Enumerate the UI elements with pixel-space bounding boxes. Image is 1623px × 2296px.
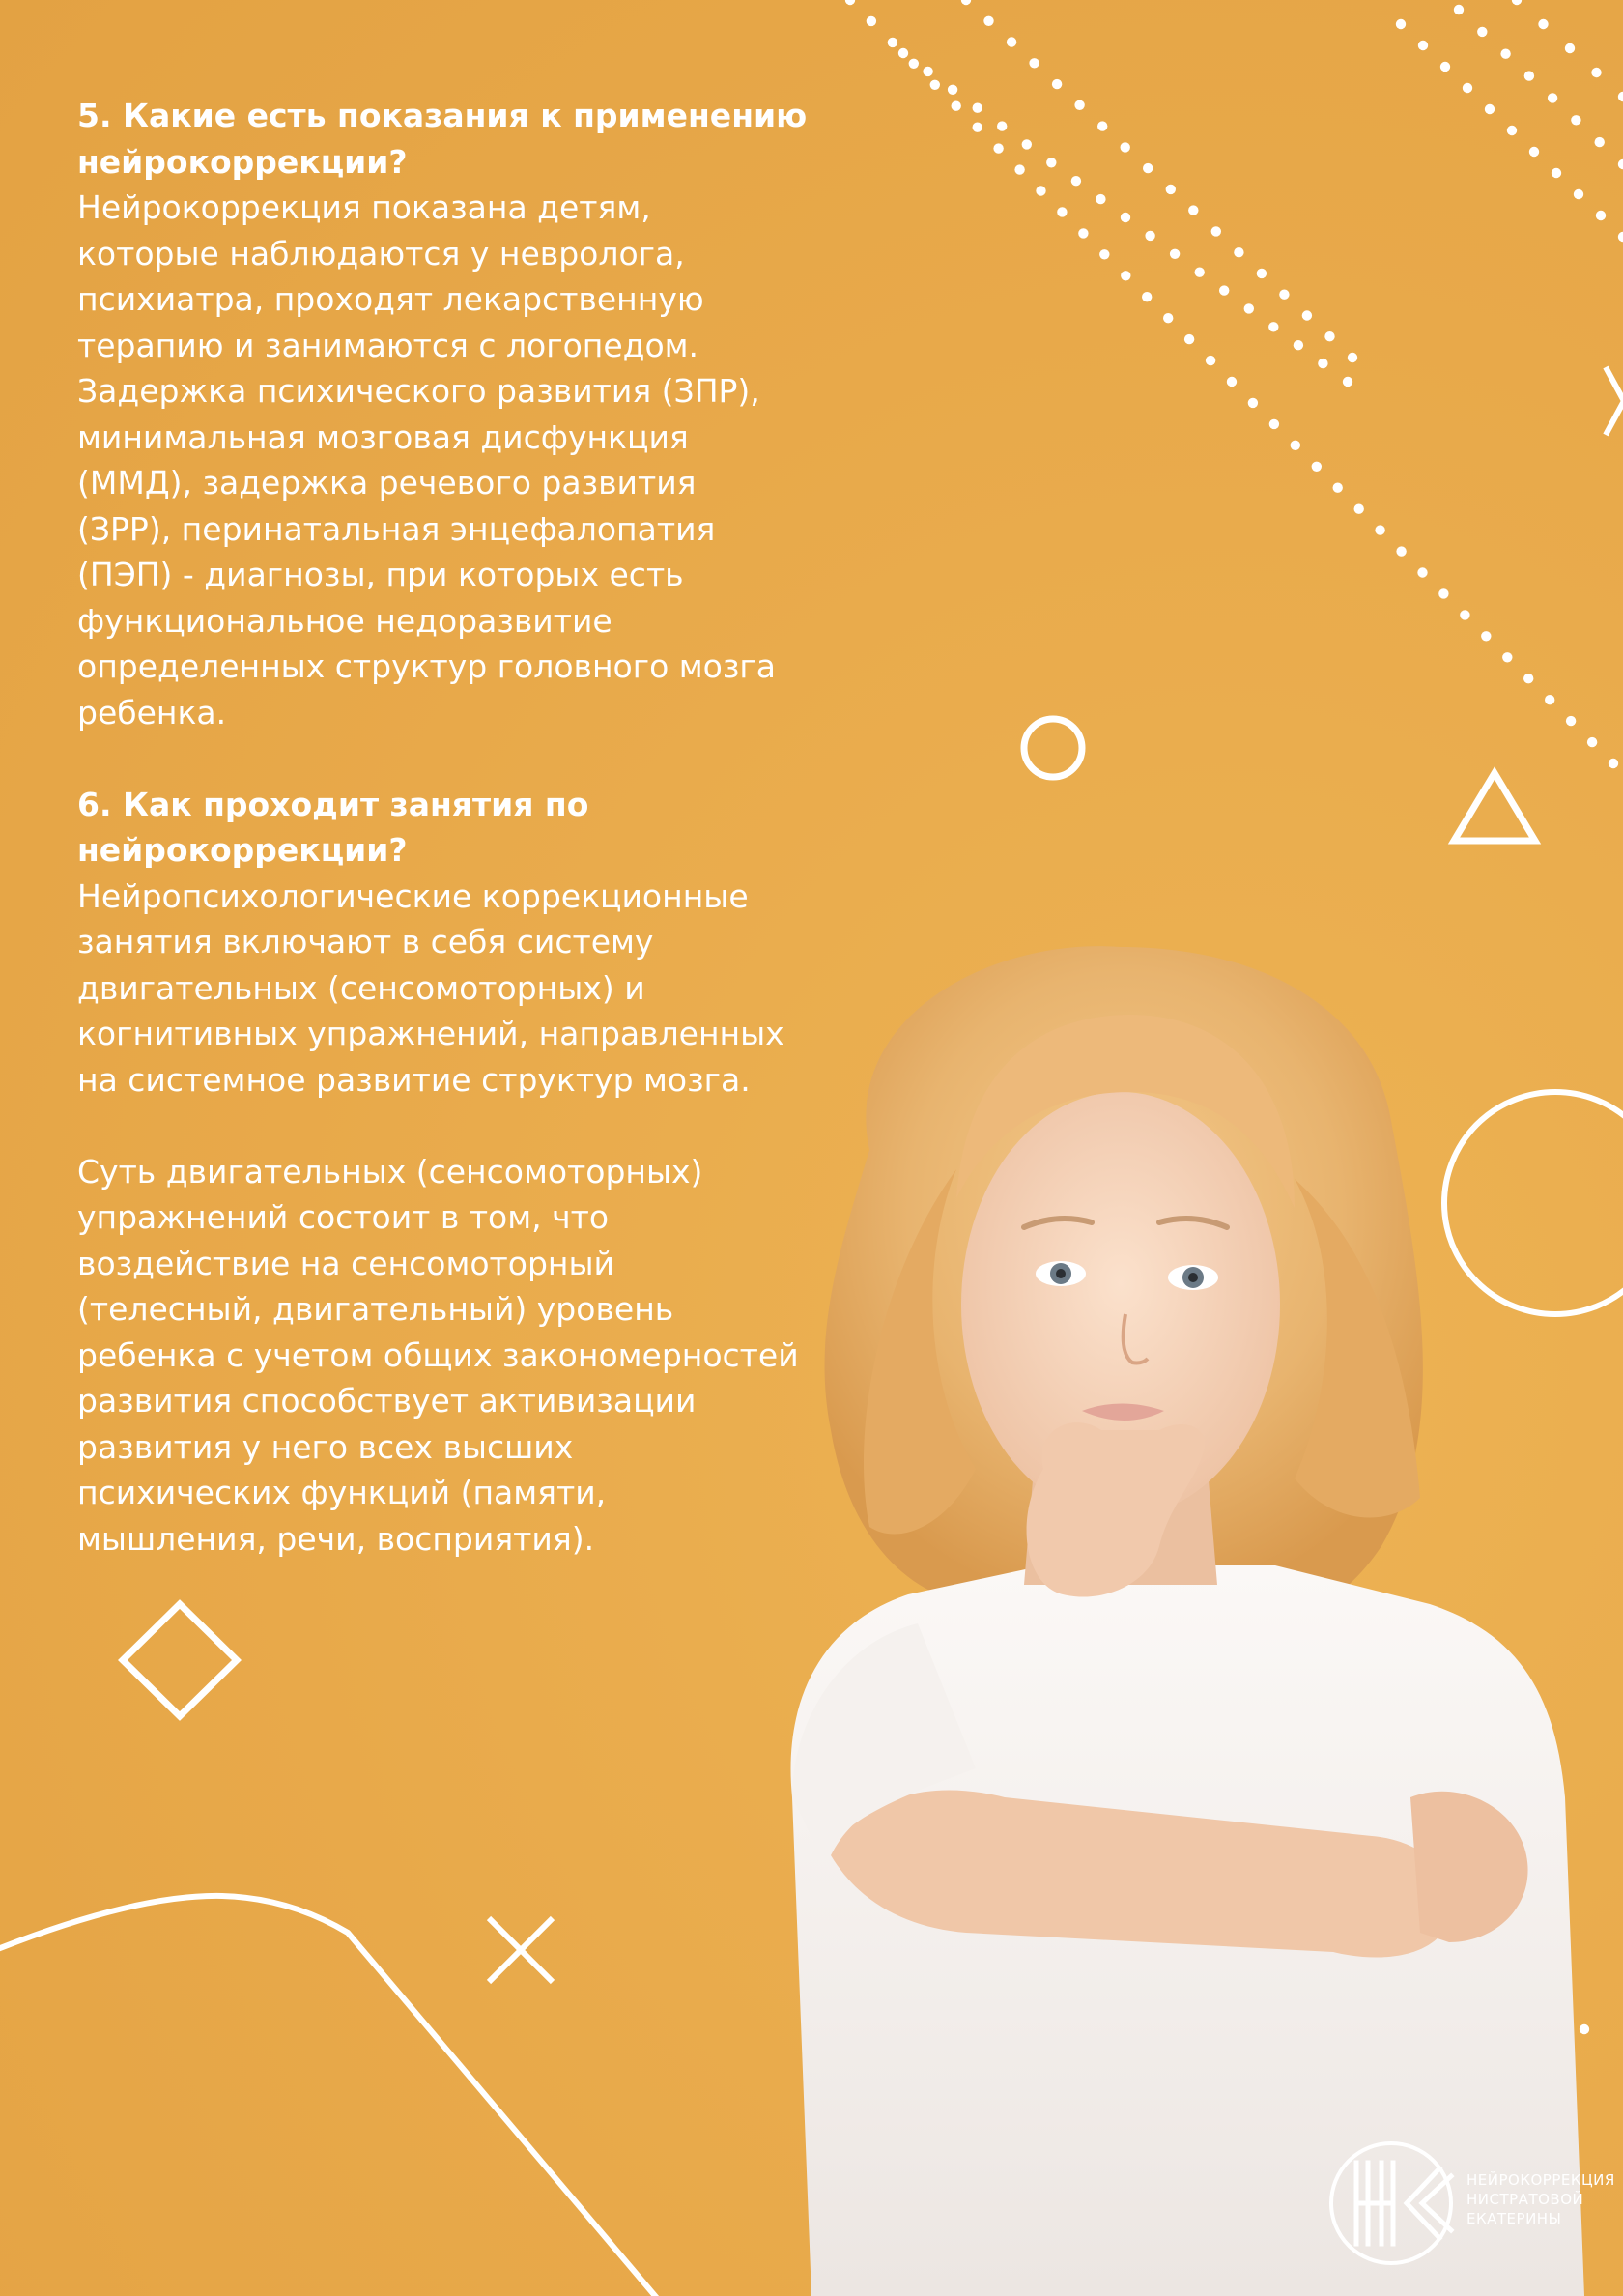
dot (1074, 100, 1084, 110)
paragraph-2-line: воздействие на сенсомоторный (77, 1244, 614, 1282)
dot (1121, 271, 1130, 280)
logo-text (1466, 2170, 1615, 2228)
dot (1143, 163, 1153, 173)
dot (1052, 79, 1062, 89)
cross-icon (1606, 367, 1623, 435)
logo-line-2: НИСТРАТОВОЙ (1466, 2191, 1584, 2208)
question-6-line-1: 6. Как проходит занятия по (77, 785, 589, 823)
dot (1219, 285, 1229, 295)
dot (1500, 49, 1510, 59)
answer-5-line: ребенка. (77, 693, 227, 732)
dot (888, 38, 897, 47)
answer-5-line: которые наблюдаются у невролога, (77, 234, 685, 273)
dot (1596, 211, 1606, 220)
dot (948, 85, 957, 95)
dot (1142, 292, 1152, 301)
dot (1523, 674, 1533, 683)
answer-6-paragraph-2 (77, 1149, 840, 1563)
dot (973, 123, 982, 132)
dot (1248, 398, 1258, 408)
dot (1348, 353, 1357, 362)
dot (1529, 147, 1539, 157)
dot (1036, 186, 1045, 195)
dot (1565, 43, 1575, 53)
dot (1227, 377, 1237, 387)
question-5-line-1: 5. Какие есть показания к применению (77, 97, 808, 134)
dot (845, 0, 855, 5)
dot (1396, 546, 1406, 556)
dot (1184, 334, 1194, 344)
dot (1099, 249, 1109, 259)
answer-5-line: функциональное недоразвитие (77, 601, 612, 640)
dot (1566, 716, 1576, 726)
dot (1007, 37, 1016, 46)
brand-logo (1325, 2136, 1615, 2271)
dot (1211, 226, 1221, 236)
dot (1163, 313, 1173, 323)
dot (961, 0, 971, 5)
answer-6-line: когнитивных упражнений, направленных (77, 1015, 784, 1052)
dot (1268, 322, 1278, 331)
dot (952, 101, 961, 111)
dot (923, 67, 932, 76)
dot (1417, 567, 1427, 577)
paragraph-2-line: Суть двигательных (сенсомоторных) (77, 1152, 703, 1191)
dot (867, 16, 876, 26)
dot (993, 143, 1003, 153)
dot (1333, 483, 1343, 493)
answer-5-line: психиатра, проходят лекарственную (77, 280, 704, 318)
dot (1595, 137, 1605, 147)
dot (909, 59, 919, 69)
dot (1375, 525, 1384, 534)
answer-5-line: терапию и занимаются с логопедом. (77, 326, 699, 364)
dot (1485, 104, 1495, 114)
dot (1574, 189, 1583, 199)
dot (1548, 93, 1557, 102)
dot (1291, 441, 1300, 450)
question-6-line-2: нейрокоррекции? (77, 831, 408, 869)
dot (1618, 92, 1623, 101)
answer-5-line: определенных структур головного мозга (77, 647, 776, 685)
dot (1463, 83, 1472, 93)
answer-5-line: Нейрокоррекция показана детям, (77, 188, 651, 226)
paragraph-2-line: ребенка с учетом общих закономерностей (77, 1335, 799, 1374)
dot (1206, 356, 1215, 365)
logo-line-3: ЕКАТЕРИНЫ (1466, 2210, 1562, 2227)
dot (997, 121, 1007, 130)
paragraph-2-line: развития способствует активизации (77, 1382, 697, 1420)
dot (1057, 207, 1067, 216)
question-5-line-2: нейрокоррекции? (77, 142, 408, 181)
dot (1524, 71, 1534, 80)
question-5 (77, 93, 840, 185)
dot (1302, 310, 1312, 320)
dot (1244, 303, 1254, 313)
answer-6-line: Нейропсихологические коррекционные (77, 876, 749, 915)
dot (1145, 231, 1154, 241)
dot (1507, 126, 1517, 135)
paragraph-2-line: (телесный, двигательный) уровень (77, 1290, 674, 1328)
dot (1014, 164, 1024, 174)
diamond-outline-icon (123, 1604, 237, 1716)
dot (1022, 139, 1032, 149)
answer-5-line: (ЗРР), перинатальная энцефалопатия (77, 509, 716, 548)
dot (1418, 41, 1428, 50)
dot (1438, 588, 1448, 598)
dot (1257, 269, 1267, 278)
paragraph-2-line: развития у него всех высших (77, 1427, 574, 1466)
triangle-outline-icon (1454, 773, 1535, 841)
answer-5-line: Задержка психического развития (ЗПР), (77, 372, 760, 410)
paragraph-2-line: упражнений состоит в том, что (77, 1198, 610, 1236)
dot (1591, 68, 1601, 77)
answer-6-line: на системное развитие структур мозга. (77, 1060, 751, 1099)
dot (1294, 340, 1303, 350)
dot (1312, 462, 1322, 472)
dot (1279, 290, 1289, 300)
dot (1324, 331, 1334, 341)
dot (1502, 652, 1512, 662)
dot (1571, 115, 1580, 125)
dot (1618, 159, 1623, 169)
answer-6-line: занятия включают в себя систему (77, 923, 654, 961)
paragraph-2-line: психических функций (памяти, (77, 1474, 607, 1511)
circle-outline-icon (1024, 719, 1082, 777)
child-photo (754, 928, 1623, 2296)
dot (898, 48, 908, 58)
dot (1096, 194, 1105, 204)
dot (1166, 185, 1176, 194)
dot (1512, 0, 1522, 5)
cross-lower-icon (489, 1918, 553, 1982)
large-arc-icon (0, 1896, 667, 2296)
dot (1545, 695, 1554, 704)
dot (1454, 5, 1464, 14)
text-column (77, 93, 840, 1562)
dot (1046, 158, 1056, 167)
logo-line-1: НЕЙРОКОРРЕКЦИЯ (1466, 2171, 1615, 2189)
dot (973, 103, 982, 113)
dot (930, 80, 940, 90)
dot (1170, 249, 1180, 259)
dot (1121, 213, 1130, 222)
answer-6-line: двигательных (сенсомоторных) и (77, 968, 645, 1007)
dot (1354, 504, 1364, 514)
dot (1343, 377, 1352, 387)
question-6 (77, 782, 840, 874)
dot (983, 16, 993, 26)
dot (1188, 205, 1198, 215)
dot (1029, 58, 1039, 68)
dot (1078, 228, 1088, 238)
dot (1587, 737, 1597, 747)
paragraph-2-line: мышления, речи, восприятия). (77, 1519, 595, 1558)
answer-5-line: (ПЭП) - диагнозы, при которых есть (77, 556, 684, 593)
logo-monogram-icon (1325, 2136, 1461, 2271)
dot (1618, 232, 1623, 242)
dot (1460, 610, 1469, 619)
dot (1481, 631, 1491, 641)
dot (1396, 19, 1406, 29)
dot (1097, 121, 1107, 130)
dot (1552, 168, 1561, 178)
dot (1440, 62, 1450, 72)
answer-6 (77, 874, 840, 1104)
dot (1121, 142, 1130, 152)
dot (1538, 19, 1548, 29)
dot (1234, 247, 1243, 257)
answer-5-line: минимальная мозговая дисфункция (77, 417, 689, 456)
dot (1477, 27, 1487, 37)
answer-5-line: (ММД), задержка речевого развития (77, 464, 697, 502)
answer-5 (77, 185, 840, 735)
dot (1071, 176, 1081, 186)
dot (1318, 359, 1327, 368)
dot (1195, 268, 1205, 277)
dot (1609, 759, 1618, 768)
dot (1269, 419, 1279, 429)
